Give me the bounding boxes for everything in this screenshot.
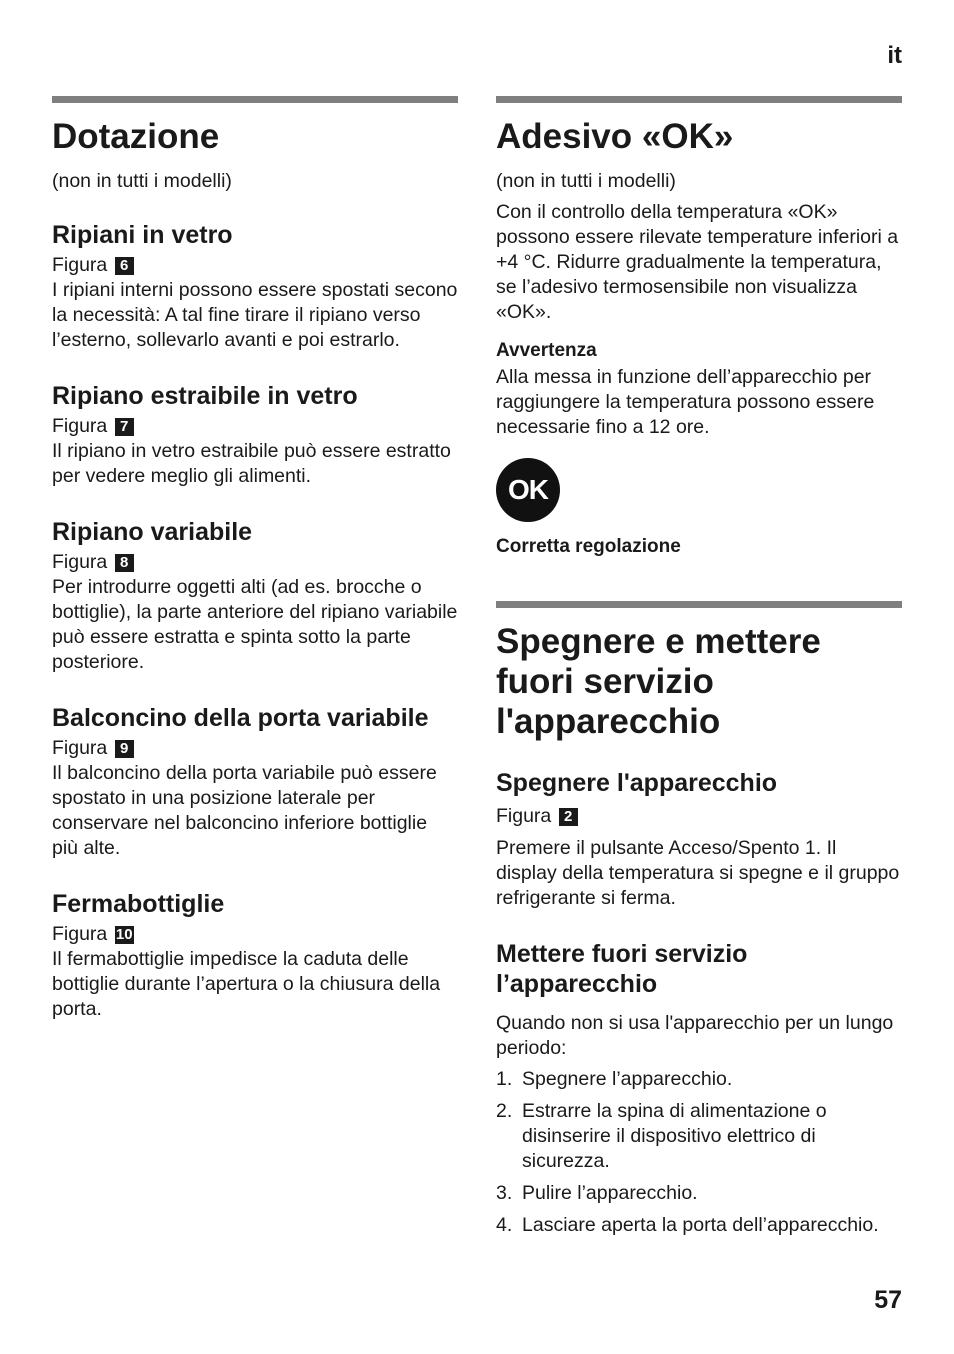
models-note: (non in tutti i modelli) bbox=[52, 170, 232, 192]
figure-label: Figura bbox=[52, 254, 108, 276]
heading-ripiani-vetro: Ripiani in vetro bbox=[52, 221, 233, 249]
section-rule bbox=[496, 96, 902, 103]
section-rule bbox=[52, 96, 458, 103]
models-note: (non in tutti i modelli) bbox=[496, 170, 676, 192]
figure-label: Figura bbox=[52, 923, 108, 945]
section-rule bbox=[496, 601, 902, 608]
warning-heading: Avvertenza bbox=[496, 340, 597, 361]
figure-label: Figura bbox=[52, 737, 108, 759]
body-text: Il fermabottiglie impedisce la caduta delle bottiglie durante l’apertura o la chiusura della porta. bbox=[52, 948, 441, 1020]
figure-ref bbox=[52, 414, 458, 439]
heading-fuori-servizio: Mettere fuori servizio l’apparecchio bbox=[496, 940, 748, 998]
figure-ref bbox=[52, 550, 458, 575]
left-column bbox=[52, 96, 458, 1022]
heading-balconcino: Balconcino della porta variabile bbox=[52, 704, 429, 732]
body-text: I ripiani interni possono essere spostati secono la necessità: A tal fine tirare il ripiano verso l’esterno, sollevarlo avanti e poi estrarlo. bbox=[52, 279, 458, 351]
figure-key: 8 bbox=[115, 554, 134, 572]
heading-spegnere: Spegnere l'apparecchio bbox=[496, 769, 778, 797]
body-text: Il ripiano in vetro estraibile può essere estratto per vedere meglio gli alimenti. bbox=[52, 440, 451, 487]
ok-badge-icon: OK bbox=[496, 458, 560, 522]
right-column bbox=[496, 96, 902, 1238]
section-title-dotazione: Dotazione bbox=[52, 117, 220, 156]
figure-key: 7 bbox=[115, 418, 134, 436]
figure-label: Figura bbox=[52, 415, 108, 437]
figure-key: 2 bbox=[559, 808, 578, 826]
figure-ref bbox=[52, 736, 458, 761]
section-title-spegnere: Spegnere e mettere fuori servizio l'apparecchio bbox=[496, 622, 821, 741]
list-item: 2. Estrarre la spina di alimentazione o disinserire il dispositivo elettrico di sicurezza. bbox=[496, 1100, 827, 1172]
body-text: Per introdurre oggetti alti (ad es. brocche o bottiglie), la parte anteriore del ripiano variabile può essere estratta e spinta sotto la parte posteriore. bbox=[52, 576, 458, 673]
body-text: Il balconcino della porta variabile può essere spostato in una posizione laterale per conservare nel balconcino inferiore bottiglie più alte. bbox=[52, 762, 437, 859]
figure-ref bbox=[496, 804, 902, 829]
body-text: Con il controllo della temperatura «OK» possono essere rilevate temperature inferiori a +4 °C. Ridurre gradualmente la temperatura, se l’adesivo termosensibile non visualizza «OK». bbox=[496, 201, 899, 323]
figure-ref bbox=[52, 253, 458, 278]
body-text: Premere il pulsante Acceso/Spento 1. Il display della temperatura si spegne e il gruppo refrigerante si ferma. bbox=[496, 837, 900, 909]
heading-ripiano-variabile: Ripiano variabile bbox=[52, 518, 253, 546]
list-item: 4. Lasciare aperta la porta dell’apparecchio. bbox=[496, 1214, 879, 1236]
figure-label: Figura bbox=[496, 805, 552, 827]
figure-key: 9 bbox=[115, 740, 134, 758]
intro-text: Quando non si usa l'apparecchio per un lungo periodo: bbox=[496, 1012, 894, 1059]
ok-caption: Corretta regolazione bbox=[496, 536, 681, 557]
list-item: 3. Pulire l’apparecchio. bbox=[496, 1182, 698, 1204]
list-item: 1. Spegnere l’apparecchio. bbox=[496, 1068, 733, 1090]
figure-key: 6 bbox=[115, 257, 134, 275]
figure-label: Figura bbox=[52, 551, 108, 573]
figure-key: 10 bbox=[115, 926, 133, 943]
figure-ref bbox=[52, 922, 458, 947]
heading-fermabottiglie: Fermabottiglie bbox=[52, 890, 225, 918]
heading-ripiano-estraibile: Ripiano estraibile in vetro bbox=[52, 382, 358, 410]
page-number: 57 bbox=[874, 1286, 902, 1314]
language-tag: it bbox=[887, 42, 902, 69]
warning-body: Alla messa in funzione dell’apparecchio per raggiungere la temperatura possono essere necessarie fino a 12 ore. bbox=[496, 366, 875, 438]
steps-list bbox=[496, 1067, 902, 1238]
section-title-adesivo: Adesivo «OK» bbox=[496, 117, 734, 156]
